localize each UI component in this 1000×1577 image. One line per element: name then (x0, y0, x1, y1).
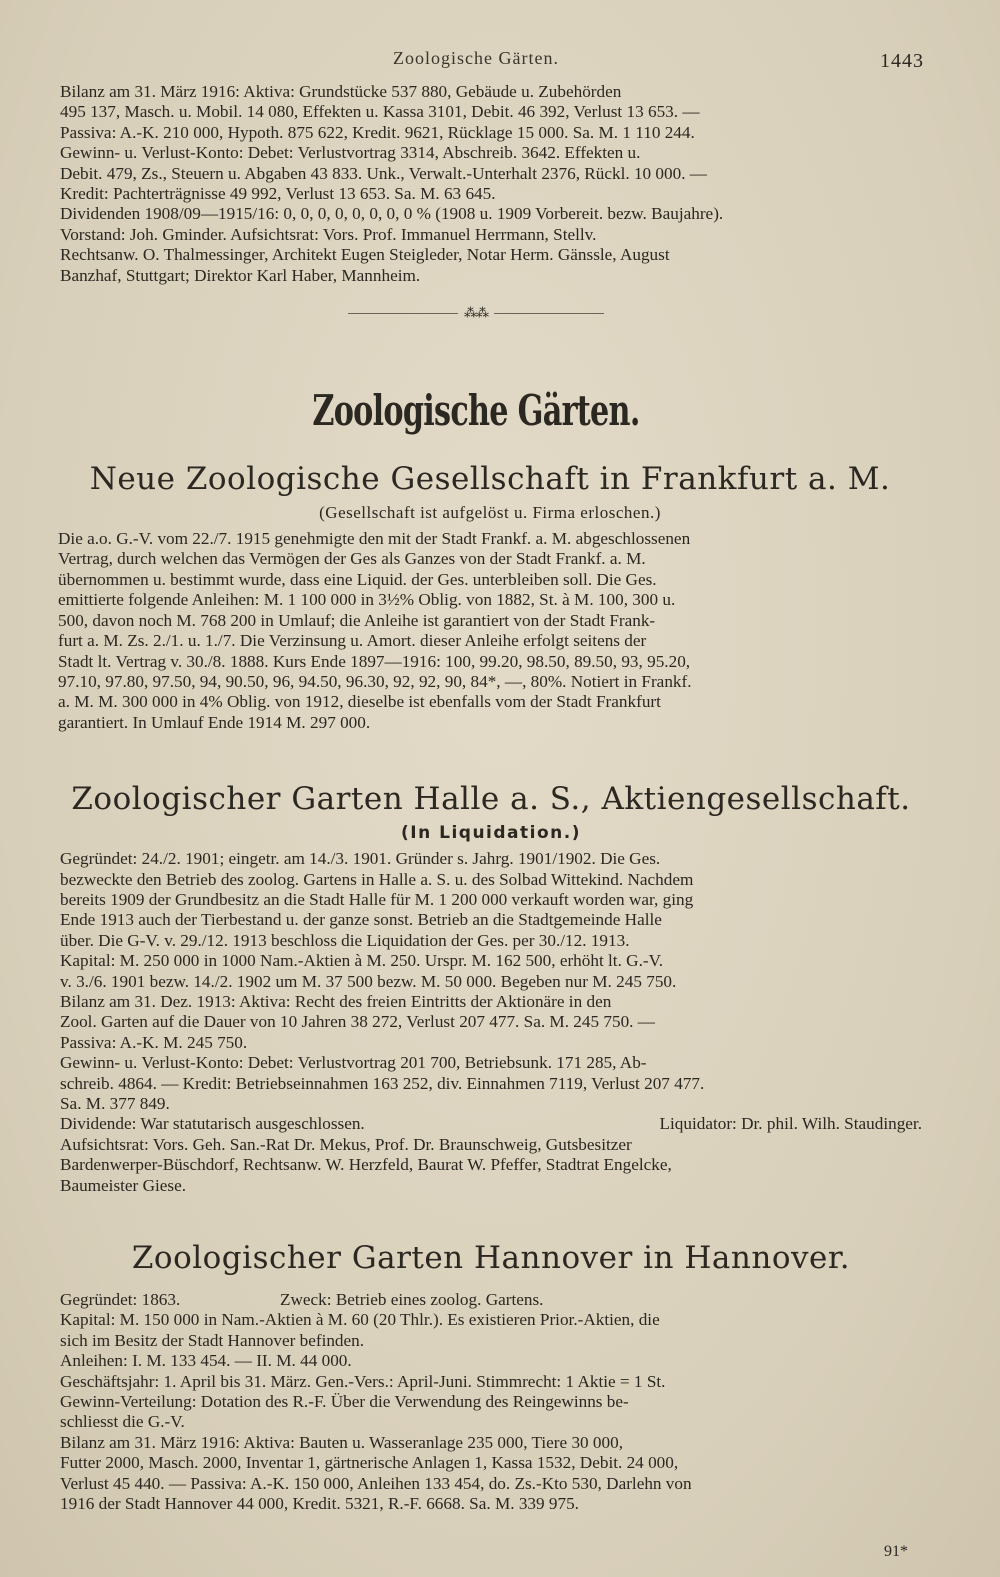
text-line: Baumeister Giese. (60, 1175, 187, 1195)
text-line: bereits 1909 der Grundbesitz an die Stadt Halle für M. 1 200 000 verkauft worden war, ging (60, 889, 694, 909)
text-line: Gewinn- u. Verlust-Konto: Debet: Verlustvortrag 3314, Abschreib. 3642. Effekten u. (60, 143, 641, 163)
text-line: v. 3./6. 1901 bezw. 14./2. 1902 um M. 37 500 bezw. M. 50 000. Begeben nur M. 245 750. (60, 971, 677, 991)
text-line: Aufsichtsrat: Vors. Geh. San.-Rat Dr. Mekus, Prof. Dr. Braunschweig, Gutsbesitzer (60, 1134, 632, 1154)
text-line: 97.10, 97.80, 97.50, 94, 90.50, 96, 94.50, 96.30, 92, 92, 90, 84*, —, 80%. Notiert in Frankf. (58, 671, 692, 691)
text-line: Anleihen: I. M. 133 454. — II. M. 44 000. (60, 1351, 352, 1371)
section-title: Zoologische Gärten. (312, 386, 640, 436)
text-line: Dividenden 1908/09—1915/16: 0, 0, 0, 0, 0, 0, 0, 0 % (1908 u. 1909 Vorbereit. bezw. Baujahre). (60, 204, 724, 224)
text-line: Sa. M. 377 849. (60, 1094, 170, 1113)
text-line: 1916 der Stadt Hannover 44 000, Kredit. 5321, R.-F. 6668. Sa. M. 339 975. (60, 1494, 579, 1514)
company-title: Zoologischer Garten Halle a. S., Aktiengesellschaft. (71, 781, 911, 818)
company-title: Neue Zoologische Gesellschaft in Frankfurt a. M. (89, 461, 891, 498)
founded-line: Gegründet: 1863. (60, 1290, 181, 1310)
text-line: Gewinn-Verteilung: Dotation des R.-F. Über die Verwendung des Reingewinns be- (60, 1392, 629, 1412)
purpose-line: Zweck: Betrieb eines zoolog. Gartens. (280, 1290, 544, 1310)
text-line: Ende 1913 auch der Tierbestand u. der ganze sonst. Betrieb an die Stadtgemeinde Halle (60, 910, 662, 930)
ornament-icon: ⁂⁂ (464, 305, 488, 321)
text-line: Kapital: M. 250 000 in 1000 Nam.-Aktien à M. 250. Urspr. M. 162 500, erhöht lt. G.-V. (60, 951, 664, 971)
text-line: Bilanz am 31. März 1916: Aktiva: Grundstücke 537 880, Gebäude u. Zubehörden (60, 82, 622, 101)
dividend-liquidator-row (60, 1114, 922, 1134)
text-line: Rechtsanw. O. Thalmessinger, Architekt Eugen Steigleder, Notar Herm. Gänssle, August (60, 245, 670, 265)
liquidator-line: Liquidator: Dr. phil. Wilh. Staudinger. (659, 1114, 922, 1134)
text-line: Kredit: Pachterträgnisse 49 992, Verlust 13 653. Sa. M. 63 645. (60, 184, 496, 204)
text-line: übernommen u. bestimmt wurde, dass eine Liquid. der Ges. unterbleiben soll. Die Ges. (58, 569, 657, 589)
hannover-entry (30, 1240, 922, 1514)
ornament-divider (30, 304, 922, 330)
text-line: Geschäftsjahr: 1. April bis 31. März. Gen.-Vers.: April-Juni. Stimmrecht: 1 Aktie = 1 St. (60, 1371, 666, 1391)
text-line: Die a.o. G.-V. vom 22./7. 1915 genehmigte den mit der Stadt Frankf. a. M. abgeschlossenen (58, 529, 691, 549)
company-subtitle: (Gesellschaft ist aufgelöst u. Firma erloschen.) (319, 503, 661, 523)
halle-entry (30, 781, 922, 1196)
stuttgart-entry-tail (30, 82, 922, 286)
text-line: Passiva: A.-K. M. 245 750. (60, 1032, 248, 1052)
page-number: 1443 (880, 50, 924, 72)
text-line: Gewinn- u. Verlust-Konto: Debet: Verlustvortrag 201 700, Betriebsunk. 171 285, Ab- (60, 1053, 647, 1073)
text-line: Vertrag, durch welchen das Vermögen der Ges als Ganzes von der Stadt Frankf. a. M. (58, 549, 646, 569)
text-line: Zool. Garten auf die Dauer von 10 Jahren 38 272, Verlust 207 477. Sa. M. 245 750. — (60, 1012, 655, 1032)
text-line: Bilanz am 31. März 1916: Aktiva: Bauten u. Wasseranlage 235 000, Tiere 30 000, (60, 1432, 624, 1452)
text-line: sich im Besitz der Stadt Hannover befinden. (60, 1330, 365, 1350)
text-line: a. M. M. 300 000 in 4% Oblig. von 1912, dieselbe ist ebenfalls vom der Stadt Frankfurt (58, 692, 661, 712)
text-line: schliesst die G.-V. (60, 1412, 185, 1432)
dividend-line: Dividende: War statutarisch ausgeschlossen. (60, 1114, 365, 1134)
text-line: Passiva: A.-K. 210 000, Hypoth. 875 622, Kredit. 9621, Rücklage 15 000. Sa. M. 1 110 244. (60, 122, 695, 142)
text-line: 500, davon noch M. 768 200 in Umlauf; die Anleihe ist garantiert von der Stadt Frank- (58, 610, 656, 630)
company-subtitle: (In Liquidation.) (401, 823, 581, 844)
text-line: Futter 2000, Masch. 2000, Inventar 1, gärtnerische Anlagen 1, Kassa 1532, Debit. 24 000, (60, 1453, 679, 1473)
company-title: Zoologischer Garten Hannover in Hannover. (131, 1240, 851, 1277)
text-line: Stadt lt. Vertrag v. 30./8. 1888. Kurs Ende 1897—1916: 100, 99.20, 98.50, 89.50, 93, 95.20, (58, 651, 691, 671)
text-line: garantiert. In Umlauf Ende 1914 M. 297 000. (58, 712, 371, 732)
signature-mark: 91* (884, 1543, 908, 1560)
text-line: Debit. 479, Zs., Steuern u. Abgaben 43 833. Unk., Verwalt.-Unterhalt 2376, Rückl. 10 000. — (60, 163, 707, 183)
text-line: Banzhaf, Stuttgart; Direktor Karl Haber, Mannheim. (60, 265, 421, 285)
frankfurt-entry (30, 461, 922, 733)
running-head (30, 48, 922, 82)
text-line: bezweckte den Betrieb des zoolog. Gartens in Halle a. S. u. des Solbad Wittekind. Nachdem (60, 869, 694, 889)
text-line: Verlust 45 440. — Passiva: A.-K. 150 000, Anleihen 133 454, do. Zs.-Kto 530, Darlehn von (60, 1473, 692, 1493)
text-line: furt a. M. Zs. 2./1. u. 1./7. Die Verzinsung u. Amort. dieser Anleihe erfolgt seitens der (58, 631, 647, 651)
text-line: Kapital: M. 150 000 in Nam.-Aktien à M. 60 (20 Thlr.). Es existieren Prior.-Aktien, die (60, 1310, 660, 1330)
text-line: Bardenwerper-Büschdorf, Rechtsanw. W. Herzfeld, Baurat W. Pfeffer, Stadtrat Engelcke, (60, 1155, 672, 1175)
text-line: 495 137, Masch. u. Mobil. 14 080, Effekten u. Kassa 3101, Debit. 46 392, Verlust 13 653. — (60, 102, 700, 122)
text-line: schreib. 4864. — Kredit: Betriebseinnahmen 163 252, div. Einnahmen 7119, Verlust 207 477. (60, 1073, 705, 1093)
text-line: emittierte folgende Anleihen: M. 1 100 000 in 3½% Oblig. von 1882, St. à M. 100, 300 u. (58, 590, 676, 610)
text-line: Gegründet: 24./2. 1901; eingetr. am 14./3. 1901. Gründer s. Jahrg. 1901/1902. Die Ges. (60, 849, 661, 869)
text-line: Bilanz am 31. Dez. 1913: Aktiva: Recht des freien Eintritts der Aktionäre in den (60, 991, 612, 1011)
text-line: Vorstand: Joh. Gminder. Aufsichtsrat: Vors. Prof. Immanuel Herrmann, Stellv. (60, 224, 597, 244)
founded-purpose-row (60, 1290, 922, 1310)
text-line: über. Die G-V. v. 29./12. 1913 beschloss die Liquidation der Ges. per 30./12. 1913. (60, 930, 630, 950)
running-title: Zoologische Gärten. (393, 48, 559, 68)
